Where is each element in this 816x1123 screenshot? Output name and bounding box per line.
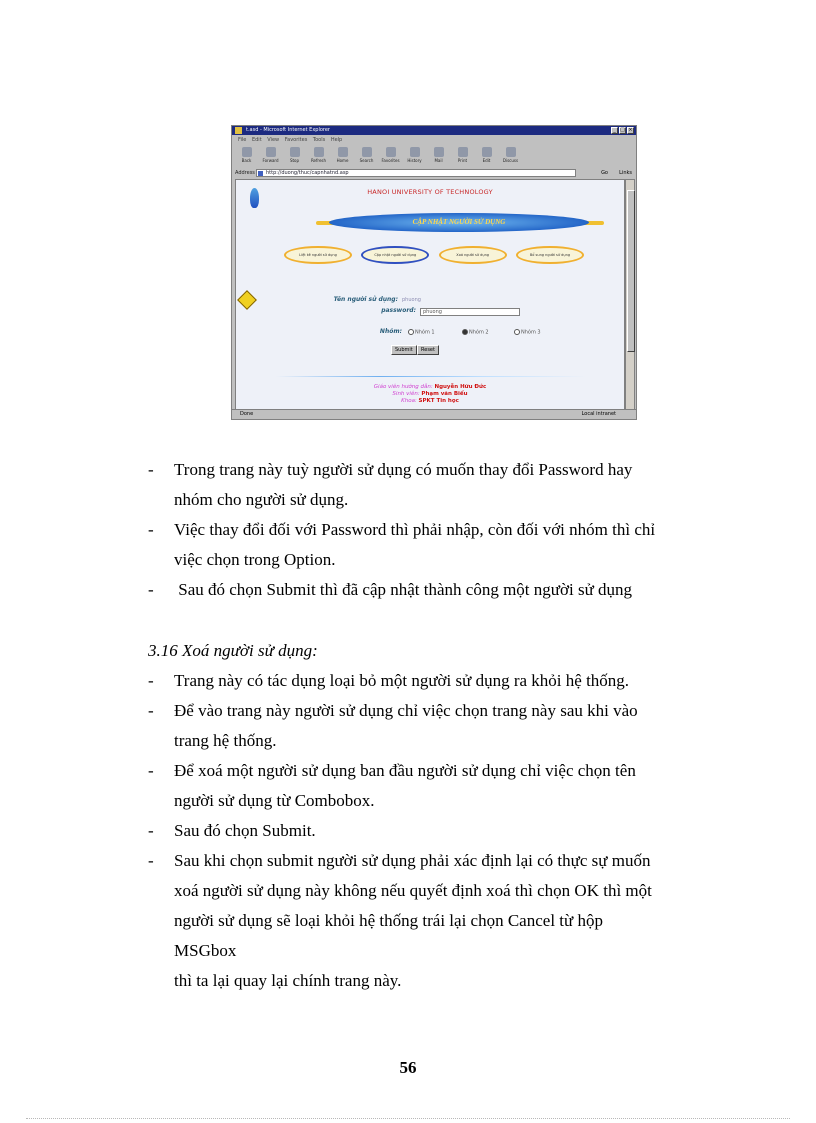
page-icon xyxy=(258,171,263,176)
history-icon xyxy=(410,147,420,157)
page-banner: CẬP NHẬT NGƯỜI SỬ DỤNG xyxy=(329,213,589,232)
bullet-dash: - xyxy=(148,851,154,870)
home-icon xyxy=(338,147,348,157)
credit-faculty-label: Khoa: xyxy=(401,398,417,404)
page-number: 56 xyxy=(399,1058,417,1077)
bullet-dash: - xyxy=(148,701,154,720)
group-radio-3-label: Nhóm 3 xyxy=(521,329,541,336)
credit-faculty xyxy=(236,398,624,404)
search-label: Search xyxy=(359,158,374,163)
print-icon xyxy=(458,147,468,157)
submit-button[interactable]: Submit xyxy=(391,345,417,355)
password-input[interactable]: phuong xyxy=(420,308,520,316)
reset-button[interactable]: Reset xyxy=(417,345,439,355)
group-label: Nhóm: xyxy=(379,328,402,335)
close-icon[interactable]: × xyxy=(628,127,633,133)
favorites-icon xyxy=(386,147,396,157)
university-title: HANOI UNIVERSITY OF TECHNOLOGY xyxy=(367,188,493,196)
search-button[interactable] xyxy=(356,145,377,166)
zone-text: Local intranet xyxy=(581,411,616,417)
back-button[interactable] xyxy=(236,145,257,166)
username-label: Tên người sử dụng: xyxy=(333,296,398,303)
nav-list-users[interactable]: Liệt kê người sử dụng xyxy=(284,246,352,264)
discuss-icon xyxy=(506,147,516,157)
edit-label: Edit xyxy=(482,158,491,163)
bullet-line: người sử dụng sẽ loại khỏi hệ thống trái lại chọn Cancel từ hộp xyxy=(174,911,603,930)
group-radio-1-label: Nhóm 1 xyxy=(415,329,435,336)
back-label: Back xyxy=(241,158,252,163)
forward-label: Forward xyxy=(262,158,279,163)
refresh-button[interactable] xyxy=(308,145,329,166)
forward-button[interactable] xyxy=(260,145,281,166)
history-label: History xyxy=(407,158,422,163)
print-button[interactable] xyxy=(452,145,473,166)
bullet-line: Sau khi chọn submit người sử dụng phải xác định lại có thực sự muốn xyxy=(174,851,651,870)
bullet-line: Để vào trang này người sử dụng chỉ việc chọn trang này sau khi vào xyxy=(174,701,638,720)
stop-icon xyxy=(290,147,300,157)
home-label: Home xyxy=(336,158,349,163)
credit-advisor-value: Nguyễn Hữu Đức xyxy=(434,384,487,390)
window-titlebar xyxy=(232,126,636,135)
menubar xyxy=(232,136,636,144)
bullet-line: Sau đó chọn Submit thì đã cập nhật thành công một người sử dụng xyxy=(174,580,633,599)
mail-button[interactable] xyxy=(428,145,449,166)
menu-edit[interactable]: Edit xyxy=(251,137,262,143)
diamond-icon xyxy=(237,290,257,310)
password-label: password: xyxy=(381,307,416,314)
bullet-line: Sau đó chọn Submit. xyxy=(174,821,316,840)
group-radio-1[interactable] xyxy=(408,329,435,336)
credit-student-label: Sinh viên: xyxy=(392,391,420,397)
group-radio-2[interactable] xyxy=(462,329,489,336)
bullet-line: Trong trang này tuỳ người sử dụng có muốn thay đổi Password hay xyxy=(174,460,633,479)
status-text: Done xyxy=(240,411,254,417)
minimize-icon[interactable]: _ xyxy=(611,127,618,134)
stop-button[interactable] xyxy=(284,145,305,166)
mail-icon xyxy=(434,147,444,157)
menu-help[interactable]: Help xyxy=(330,137,343,143)
bullet-line: xoá người sử dụng này không nếu quyết định xoá thì chọn OK thì một xyxy=(174,881,652,900)
footer-divider xyxy=(26,1118,790,1119)
address-label: Address xyxy=(235,170,255,176)
bullet-line: Việc thay đổi đối với Password thì phải nhập, còn đối với nhóm thì chỉ xyxy=(174,520,656,539)
status-bar xyxy=(232,409,636,419)
favorites-label: Favorites xyxy=(381,158,400,163)
menu-view[interactable]: View xyxy=(267,137,280,143)
links-button[interactable]: Links xyxy=(619,170,632,176)
print-label: Print xyxy=(457,158,468,163)
vertical-scrollbar[interactable] xyxy=(625,179,635,410)
menu-file[interactable]: File xyxy=(238,137,247,143)
bullet-line: việc chọn trong Option. xyxy=(174,550,336,569)
bullet-line: thì ta lại quay lại chính trang này. xyxy=(174,971,402,990)
bullet-dash: - xyxy=(148,580,154,599)
refresh-icon xyxy=(314,147,324,157)
nav-row xyxy=(284,246,584,264)
toolbar xyxy=(236,145,622,167)
bullet-line: nhóm cho người sử dụng. xyxy=(174,490,349,509)
bullet-line: trang hệ thống. xyxy=(174,731,277,750)
forward-icon xyxy=(266,147,276,157)
nav-update-users[interactable]: Cập nhật người sử dụng xyxy=(361,246,429,264)
bullet-line: MSGbox xyxy=(174,941,237,960)
credit-advisor-label: Giáo viên hướng dẫn: xyxy=(373,384,433,390)
back-icon xyxy=(242,147,252,157)
refresh-label: Refresh xyxy=(310,158,327,163)
edit-icon xyxy=(482,147,492,157)
ie-icon xyxy=(235,127,242,134)
maximize-icon[interactable]: □ xyxy=(620,127,625,133)
menu-favorites[interactable]: Favorites xyxy=(284,137,308,143)
credit-advisor xyxy=(236,384,624,390)
nav-add-users[interactable]: Bổ sung người sử dụng xyxy=(516,246,584,264)
bullet-dash: - xyxy=(148,821,154,840)
stop-label: Stop xyxy=(289,158,300,163)
credit-faculty-value: SPKT Tin học xyxy=(418,398,459,404)
bullet-dash: - xyxy=(148,460,154,479)
bullet-line: người sử dụng từ Combobox. xyxy=(174,791,375,810)
bullet-line: Để xoá một người sử dụng ban đầu người sử dụng chỉ việc chọn tên xyxy=(174,761,636,780)
window-title: t.asd - Microsoft Internet Explorer xyxy=(246,127,330,133)
discuss-button[interactable] xyxy=(500,145,521,166)
favorites-button[interactable] xyxy=(380,145,401,166)
go-button[interactable]: Go xyxy=(601,170,608,176)
address-url: http://duong/thuc/capnhatnd.asp xyxy=(266,170,349,176)
bullet-line: Trang này có tác dụng loại bỏ một người sử dụng ra khỏi hệ thống. xyxy=(174,671,630,690)
edit-button[interactable] xyxy=(476,145,497,166)
discuss-label: Discuss xyxy=(502,158,519,163)
scrollbar-thumb[interactable] xyxy=(627,190,635,352)
bullet-dash: - xyxy=(148,520,154,539)
mail-label: Mail xyxy=(434,158,443,163)
search-icon xyxy=(362,147,372,157)
address-bar xyxy=(232,168,636,178)
group-radio-3[interactable] xyxy=(514,329,541,336)
group-radio-2-label: Nhóm 2 xyxy=(469,329,489,336)
page-viewport xyxy=(235,179,625,410)
menu-tools[interactable]: Tools xyxy=(312,137,326,143)
credit-student-value: Phạm văn Biểu xyxy=(421,391,468,397)
home-button[interactable] xyxy=(332,145,353,166)
history-button[interactable] xyxy=(404,145,425,166)
divider-line xyxy=(276,376,586,377)
section-heading: 3.16 Xoá người sử dụng: xyxy=(148,641,318,660)
username-value: phuong xyxy=(402,297,421,303)
bullet-dash: - xyxy=(148,671,154,690)
credit-student xyxy=(236,391,624,397)
nav-delete-users[interactable]: Xoá người sử dụng xyxy=(439,246,507,264)
bullet-dash: - xyxy=(148,761,154,780)
browser-screenshot xyxy=(231,125,637,420)
address-input[interactable] xyxy=(256,169,576,177)
